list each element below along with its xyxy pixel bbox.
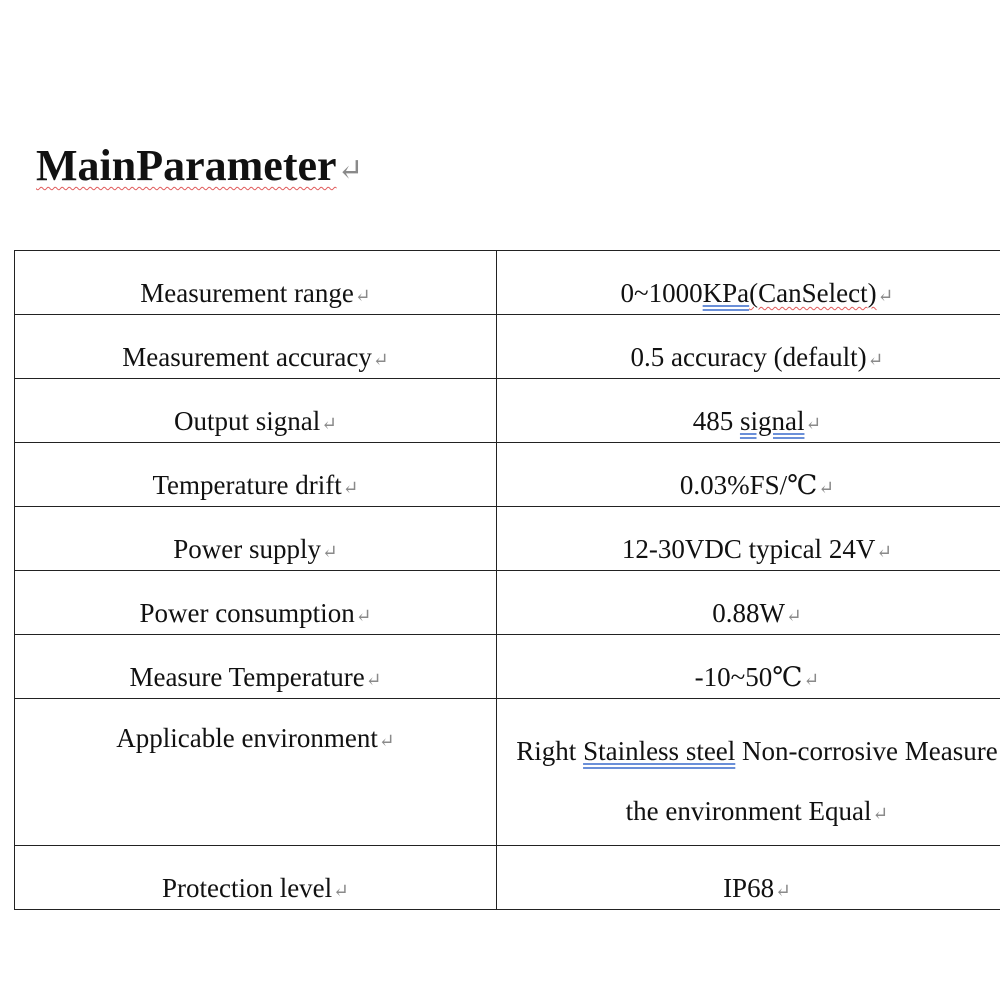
- table-row: [15, 699, 1000, 846]
- table-row: [15, 846, 1000, 910]
- param-value-cell: [497, 379, 1000, 443]
- table-row: [15, 571, 1000, 635]
- page-title-text: MainParameter: [36, 141, 337, 190]
- param-value-underlined: Stainless steel: [583, 736, 736, 766]
- param-value-continued: Non-corrosive Measure the environment Equal: [625, 736, 998, 826]
- paragraph-mark-icon: ↵: [867, 350, 884, 371]
- param-label: Applicable environment: [116, 723, 378, 753]
- param-label: Temperature drift: [152, 470, 342, 500]
- param-value: IP68: [723, 873, 775, 903]
- table-row: [15, 635, 1000, 699]
- param-value-cell: [497, 507, 1000, 571]
- paragraph-mark-icon: ↵: [333, 881, 350, 902]
- parameter-table: [14, 250, 1000, 910]
- paragraph-mark-icon: ↵: [378, 731, 395, 752]
- param-label: Protection level: [161, 873, 333, 903]
- paragraph-mark-icon: ↵: [876, 542, 893, 563]
- paragraph-mark-icon: ↵: [872, 804, 889, 825]
- param-value-cell: [497, 635, 1000, 699]
- paragraph-mark-icon: ↵: [355, 606, 372, 627]
- paragraph-mark-icon: ↵: [365, 670, 382, 691]
- paragraph-mark-icon: ↵: [877, 286, 894, 307]
- table-row: [15, 251, 1000, 315]
- param-value-cell: [497, 846, 1000, 910]
- paragraph-mark-icon: ↵: [321, 414, 338, 435]
- table-row: [15, 507, 1000, 571]
- param-value-cell: [497, 443, 1000, 507]
- param-value-underlined: signal: [739, 406, 805, 436]
- param-value-cell: [497, 315, 1000, 379]
- param-label: Power supply: [173, 534, 321, 564]
- param-label-cell: [15, 443, 497, 507]
- param-label: Measurement accuracy: [122, 342, 372, 372]
- param-label-cell: [15, 315, 497, 379]
- param-value: 0.5 accuracy (default): [630, 342, 867, 372]
- paragraph-mark-icon: ↵: [342, 478, 359, 499]
- param-value: 0.03%FS/℃: [679, 470, 818, 500]
- paragraph-mark-icon: ↵: [818, 478, 835, 499]
- paragraph-mark-icon: ↵: [803, 670, 820, 691]
- paragraph-mark-icon: ↵: [354, 286, 371, 307]
- param-value-cell: [497, 251, 1000, 315]
- paragraph-mark-icon: ↵: [321, 542, 338, 563]
- param-label-cell: [15, 699, 497, 846]
- param-value-cell: [497, 571, 1000, 635]
- param-label: Output signal: [173, 406, 321, 436]
- param-label-cell: [15, 251, 497, 315]
- param-value: 0.88W: [712, 598, 785, 628]
- paragraph-mark-icon: ↵: [805, 414, 822, 435]
- param-value: -10~50℃: [694, 662, 803, 692]
- param-label: Measurement range: [140, 278, 354, 308]
- param-label-cell: [15, 846, 497, 910]
- param-value: 12-30VDC typical 24V: [621, 534, 876, 564]
- paragraph-mark-icon: ↵: [775, 881, 791, 902]
- paragraph-mark-icon: ↵: [372, 350, 389, 371]
- param-label: Measure Temperature: [129, 662, 365, 692]
- table-row: [15, 443, 1000, 507]
- param-label: Power consumption: [139, 598, 355, 628]
- paragraph-mark-icon: ↵: [785, 606, 802, 627]
- param-value-spellcheck: (CanSelect): [749, 278, 877, 308]
- param-value-cell: [497, 699, 1000, 846]
- param-label-cell: [15, 379, 497, 443]
- param-label-cell: [15, 635, 497, 699]
- table-row: [15, 379, 1000, 443]
- param-value-underlined: KPa: [702, 278, 750, 308]
- param-value: 0~1000: [620, 278, 703, 308]
- paragraph-mark-icon: ↵: [337, 153, 364, 187]
- param-value: 485: [692, 406, 740, 436]
- page-title: [36, 138, 363, 198]
- param-value: Right: [516, 736, 584, 766]
- param-label-cell: [15, 507, 497, 571]
- table-row: [15, 315, 1000, 379]
- param-label-cell: [15, 571, 497, 635]
